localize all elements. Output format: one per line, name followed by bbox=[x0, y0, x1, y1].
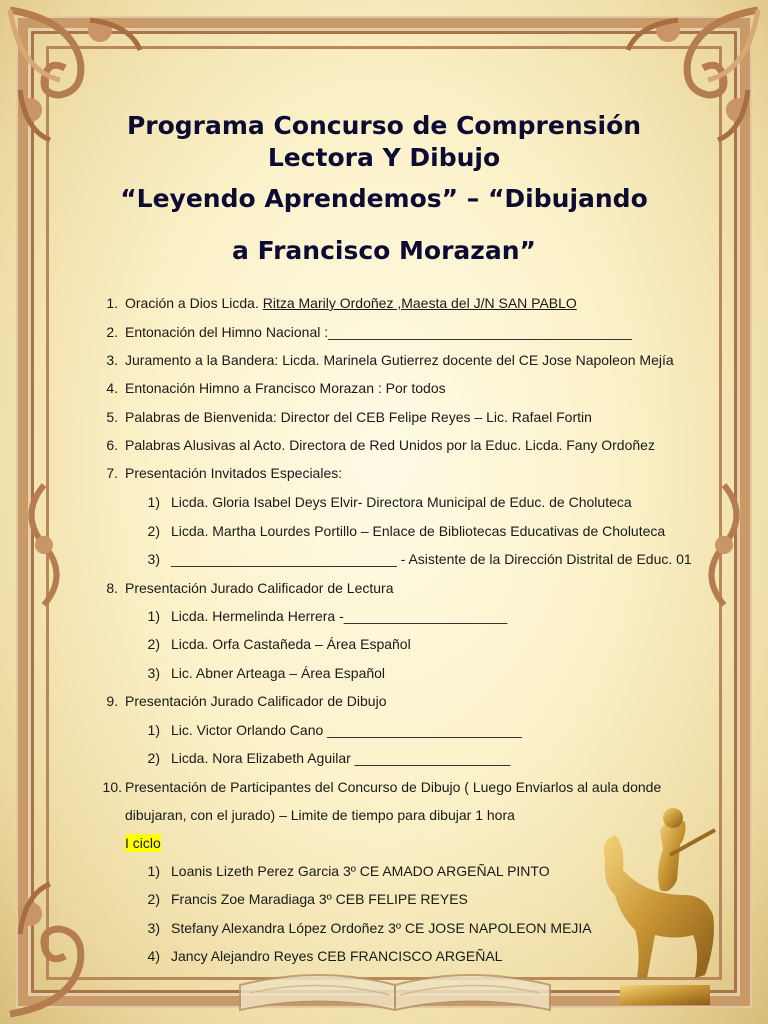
sub-item-text: _____________________________ - Asistente de la Dirección Distrital de Educ. 01 bbox=[171, 551, 692, 567]
item-text: Palabras Alusivas al Acto. Directora de Red Unidos por la Educ. Licda. Fany Ordoñez bbox=[125, 437, 655, 453]
sub-item-number: 1) bbox=[147, 863, 160, 879]
sub-item-number: 2) bbox=[147, 750, 160, 766]
sub-item-text: Stefany Alexandra López Ordoñez 3º CE JOSE NAPOLEON MEJIA bbox=[171, 920, 592, 936]
item-number: 8. bbox=[106, 580, 118, 596]
equestrian-statue-icon bbox=[575, 800, 735, 1010]
item-number: 9. bbox=[106, 693, 118, 709]
sub-item-text: Francis Zoe Maradiaga 3º CEB FELIPE REYES bbox=[171, 891, 468, 907]
sub-item-number: 3) bbox=[147, 920, 160, 936]
side-ornament-icon bbox=[694, 480, 754, 610]
item-text: Palabras de Bienvenida: Director del CEB Felipe Reyes – Lic. Rafael Fortin bbox=[125, 409, 592, 425]
item-text: Presentación Jurado Calificador de Lectura bbox=[125, 580, 394, 596]
sub-item-text: Lic. Victor Orlando Cano _________________________ bbox=[171, 722, 522, 738]
corner-ornament-icon bbox=[0, 874, 150, 1024]
item-text-underlined: Ritza Marily Ordoñez ,Maesta del J/N SAN PABLO bbox=[262, 295, 577, 311]
sub-item-number: 1) bbox=[147, 722, 160, 738]
sub-item-text: Licda. Hermelinda Herrera -_____________________ bbox=[171, 608, 508, 624]
item-number: 4. bbox=[106, 380, 118, 396]
title-line-1: Programa Concurso de Comprensión bbox=[126, 111, 642, 140]
item-number: 7. bbox=[106, 465, 118, 481]
side-ornament-icon bbox=[14, 480, 74, 610]
sub-item-number: 2) bbox=[147, 891, 160, 907]
item-text: Entonación Himno a Francisco Morazan : Por todos bbox=[125, 380, 446, 396]
sub-item-number: 3) bbox=[147, 551, 160, 567]
sub-item-number: 1) bbox=[147, 494, 160, 510]
title-line-2: Lectora Y Dibujo bbox=[267, 143, 501, 172]
item-number: 5. bbox=[106, 409, 118, 425]
sub-item-text: Licda. Martha Lourdes Portillo – Enlace de Bibliotecas Educativas de Choluteca bbox=[171, 523, 666, 539]
item-text: dibujaran, con el jurado) – Limite de tiempo para dibujar 1 hora bbox=[125, 807, 515, 823]
sub-item-number: 1) bbox=[147, 608, 160, 624]
open-book-icon bbox=[230, 945, 560, 1015]
item-text: Juramento a la Bandera: Licda. Marinela Gutierrez docente del CE Jose Napoleon Mejía bbox=[125, 352, 674, 368]
item-text: Presentación de Participantes del Concurso de Dibujo ( Luego Enviarlos al aula donde bbox=[125, 779, 662, 795]
sub-item-number: 2) bbox=[147, 523, 160, 539]
cycle-label-text: I ciclo bbox=[125, 835, 161, 851]
page-title bbox=[40, 110, 728, 174]
sub-item-number: 3) bbox=[147, 665, 160, 681]
item-number: 10. bbox=[102, 779, 122, 795]
sub-item-text: Loanis Lizeth Perez Garcia 3º CE AMADO ARGEÑAL PINTO bbox=[171, 863, 550, 879]
item-number: 3. bbox=[106, 352, 118, 368]
item-text: Entonación del Himno Nacional :_______________________________________ bbox=[125, 324, 632, 340]
item-number: 6. bbox=[106, 437, 118, 453]
sub-item-number: 4) bbox=[147, 948, 160, 964]
sub-item-text: Lic. Abner Arteaga – Área Español bbox=[171, 665, 386, 681]
item-number: 1. bbox=[106, 295, 118, 311]
item-text bbox=[125, 294, 577, 312]
sub-item-text: Licda. Gloria Isabel Deys Elvir- Directora Municipal de Educ. de Choluteca bbox=[171, 494, 632, 510]
sub-item-text: Licda. Nora Elizabeth Aguilar ____________________ bbox=[171, 750, 511, 766]
subtitle-line-1: “Leyendo Aprendemos” – “Dibujando bbox=[120, 184, 648, 213]
sub-item-text: Licda. Orfa Castañeda – Área Español bbox=[171, 636, 411, 652]
item-text: Presentación Invitados Especiales: bbox=[125, 465, 343, 481]
item-number: 2. bbox=[106, 324, 118, 340]
item-text: Presentación Jurado Calificador de Dibujo bbox=[125, 693, 387, 709]
item-text-prefix: Oración a Dios Licda. bbox=[125, 295, 263, 311]
subtitle-line-2: a Francisco Morazan” bbox=[232, 236, 536, 265]
sub-item-text: Jancy Alejandro Reyes CEB FRANCISCO ARGEÑAL bbox=[171, 948, 503, 964]
sub-item-number: 2) bbox=[147, 636, 160, 652]
